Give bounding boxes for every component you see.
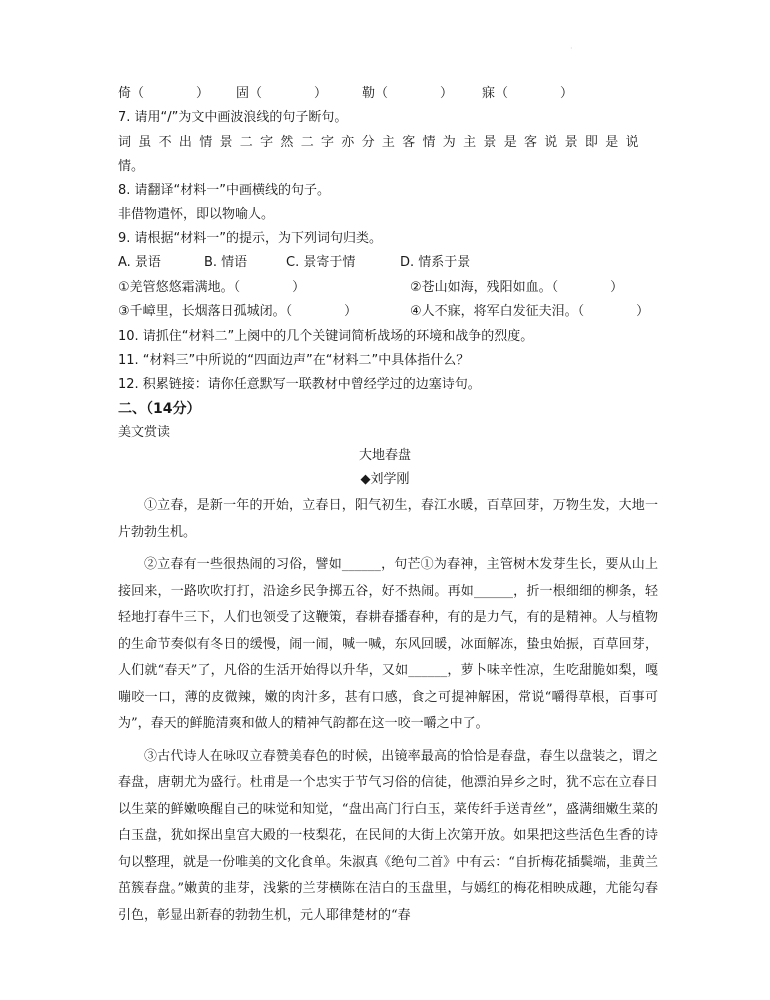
q7-text-line1: 词虽不出情景二字然二字亦分主客情为主景是客说景即是说	[118, 135, 646, 150]
q9-question: 9. 请根据“材料一”的提示，为下列词句归类。	[118, 231, 383, 246]
paragraph-1: ①立春，是新一年的开始，立春日，阳气初生，春江水暖，百草回芽，万物生发，大地一片勃勃生机。	[118, 498, 658, 540]
q9-item-2: ②苍山如海，残阳如血。（ ）	[410, 280, 624, 295]
section-heading: 二、（14分）	[118, 401, 201, 417]
q8-question: 8. 请翻译“材料一”中画横线的句子。	[118, 183, 331, 198]
q9-option-a: A. 景语	[118, 255, 161, 270]
q9-item-4: ④人不寐，将军白发征夫泪。（ ）	[410, 304, 650, 319]
paragraph-2: ②立春有一些很热闹的习俗，譬如______，句芒①为春神，主管树木发芽生长，要从山上接回来，一路吹吹打打，沿途乡民争掷五谷，好不热闹。再如______，折一根细细的柳条，轻轻地打春牛三下，人们也领受了这鞭策，春耕春播春种，有的是力气，有的是精神。人与植物的生命节奏似有冬日的缓慢，闹一闹，喊一喊，东风回暖，冰面解冻，蛰虫始振，百草回芽，人们就“春天”了，凡俗的生活开始得以升华，又如______，萝卜味辛性凉，生吃甜脆如梨，嘎嘣咬一口，薄的皮微辣，嫩的肉汁多，甚有口感，食之可提神解困，常说“嚼得草根，百事可为”，春天的鲜脆清爽和做人的精神气韵都在这一咬一嚼之中了。	[118, 557, 658, 731]
top-mark: ·	[570, 44, 573, 53]
article-body	[118, 493, 658, 929]
q12-question: 12. 积累链接：请你任意默写一联教材中曾经学过的边塞诗句。	[118, 377, 481, 392]
q9-option-c: C. 景寄于情	[286, 255, 356, 270]
q6-fill-2: 固（ ）	[236, 86, 328, 101]
article-author: ◆刘学刚	[360, 472, 410, 487]
q7-text-line2: 情。	[118, 159, 145, 174]
q9-option-b: B. 情语	[204, 255, 248, 270]
q9-item-3: ③千嶂里，长烟落日孤城闭。（ ）	[118, 304, 358, 319]
article-title: 大地春盘	[358, 448, 411, 463]
q8-sentence: 非借物遣怀，即以物喻人。	[118, 207, 275, 222]
q10-question: 10. 请抓住“材料二”上阕中的几个关键词简析战场的环境和战争的烈度。	[118, 329, 534, 344]
q9-option-d: D. 情系于景	[400, 255, 471, 270]
q9-item-1: ①羌管悠悠霜满地。（ ）	[118, 280, 306, 295]
q6-fill-1: 倚（ ）	[118, 86, 210, 101]
q6-fill-3: 勒（ ）	[362, 86, 454, 101]
q7-question: 7. 请用“/”为文中画波浪线的句子断句。	[118, 110, 348, 125]
q11-question: 11. “材料三”中所说的“四面边声”在“材料二”中具体指什么？	[118, 353, 470, 368]
paragraph-3: ③古代诗人在咏叹立春赞美春色的时候，出镜率最高的恰恰是春盘，春生以盘装之，谓之春盘，唐朝尤为盛行。杜甫是一个忠实于节气习俗的信徒，他漂泊异乡之时，犹不忘在立春日以生菜的鲜嫩唤醒自己的味觉和知觉，“盘出高门行白玉，菜传纤手送青丝”，盛满细嫩生菜的白玉盘，犹如探出皇宫大殿的一枝梨花，在民间的大街上次第开放。如果把这些活色生香的诗句以整理，就是一份唯美的文化食单。朱淑真《绝句二首》中有云：“自折梅花插鬓端，韭黄兰茁簇春盘。”嫩黄的韭芽，浅紫的兰芽横陈在洁白的玉盘里，与嫣红的梅花相映成趣，尤能勾春引色，彰显出新春的勃勃生机，元人耶律楚材的“春	[118, 748, 658, 923]
q6-fill-4: 寐（ ）	[482, 86, 574, 101]
section-subheading: 美文赏读	[118, 425, 171, 440]
